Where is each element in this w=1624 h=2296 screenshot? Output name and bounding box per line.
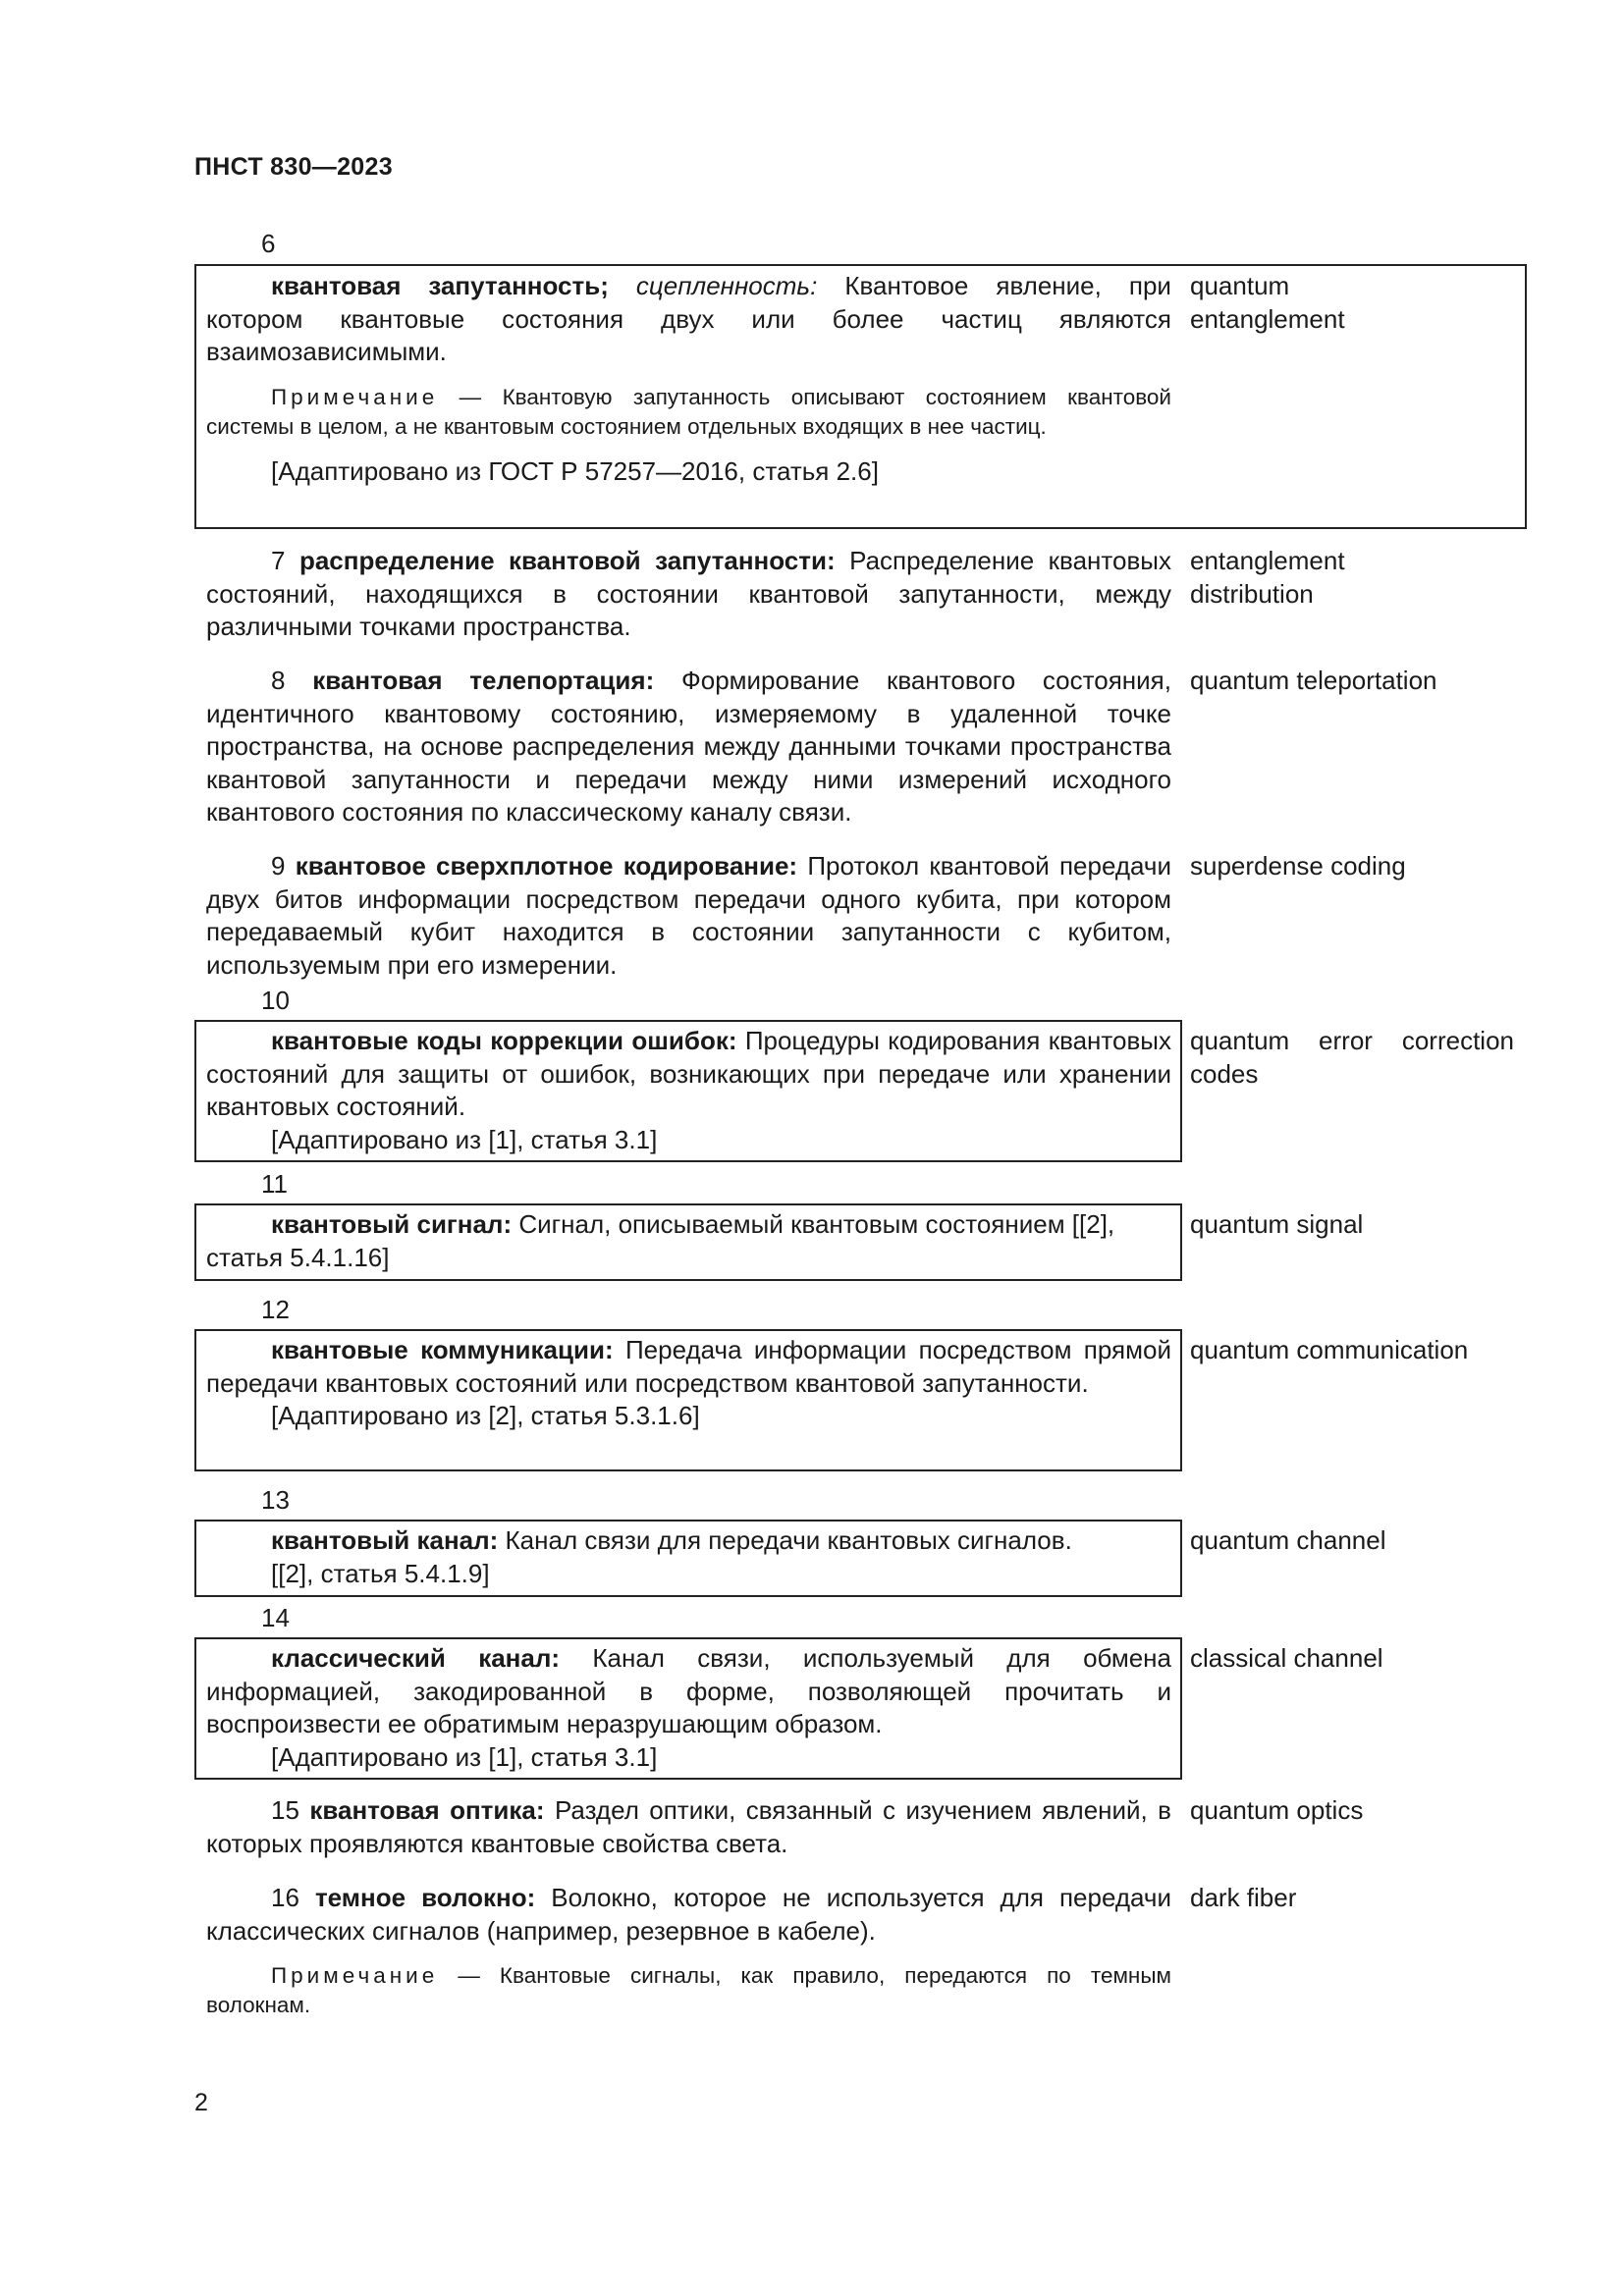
term-english: superdense coding [1190,851,1406,881]
term-name: квантовый канал: [271,1525,499,1555]
term-source: [Адаптировано из [2], статья 5.3.1.6] [271,1401,700,1430]
term-source: [[2], статья 5.4.1.9] [271,1558,490,1588]
term-english: quantum teleportation [1190,666,1437,695]
term-definition: Формирование квантового состояния, идентичного квантовому состоянию, измеряемому в удаленной точке пространства, на основе распределения между данными точками пространства квантовой запутанности и передачи между ними измерений исходного квантового состояния по классическому каналу связи. [206,666,1171,827]
term-number: 12 [261,1295,290,1324]
page-number: 2 [194,2089,208,2116]
term-synonym: сцепленность: [635,271,818,300]
term-number: 7 [271,546,286,575]
term-definition: Раздел оптики, связанный с изучением явлений, в которых проявляются квантовые свойства света. [206,1795,1171,1858]
term-number: 9 [271,851,286,881]
term-name: классический канал: [271,1643,561,1673]
term-name: квантовый сигнал: [271,1209,513,1239]
term-number: 6 [261,229,276,258]
term-entry [206,1882,1171,2020]
term-number: 10 [261,986,290,1015]
term-number: 16 [271,1883,299,1912]
term-entry [206,1642,1171,1774]
note-label: Примечание [271,384,439,409]
term-english: quantum entanglement [1190,271,1345,334]
term-entry [206,545,1171,644]
term-definition: Квантовое явление, при котором квантовые состояния двух или более частиц являются взаимозависимыми. [206,271,1171,366]
term-number: 8 [271,666,286,695]
term-number: 14 [261,1603,290,1632]
term-name: квантовые коды коррекции ошибок: [271,1026,737,1055]
term-english: quantum channel [1190,1525,1386,1555]
term-name: квантовая телепортация: [312,666,655,695]
term-definition: Процедуры кодирования квантовых состояний для защиты от ошибок, возникающих при передаче или хранении квантовых состояний. [206,1026,1171,1121]
term-definition: Протокол квантовой передачи двух битов информации посредством передачи одного кубита, при котором передаваемый кубит находится в состоянии запутанности с кубитом, используемым при его измерении. [206,851,1171,980]
term-name: квантовые коммуникации: [271,1335,614,1364]
term-entry [206,1524,1171,1590]
term-english: quantum error correction codes [1190,1026,1514,1089]
term-english: quantum communication [1190,1335,1469,1364]
term-entry [206,1025,1171,1156]
term-english: quantum optics [1190,1795,1364,1825]
term-name: распределение квантовой запутанности: [298,546,836,575]
note-text: — Квантовую запутанность описывают состоянием квантовой системы в целом, а не квантовым состоянием отдельных входящих в нее частиц. [206,384,1171,439]
term-name: квантовая запутанность; [271,271,609,300]
term-number: 13 [261,1485,290,1515]
term-english: quantum signal [1190,1209,1364,1239]
term-entry [206,850,1171,982]
note-label: Примечание [271,1963,439,1988]
term-source: [Адаптировано из ГОСТ Р 57257—2016, статья 2.6] [271,455,879,486]
term-entry [206,665,1171,829]
term-entry [206,1794,1171,1860]
term-entry [206,1208,1171,1274]
term-definition: Канал связи, используемый для обмена информацией, закодированной в форме, позволяющей прочитать и воспроизвести ее обратимым неразрушающим образом. [206,1643,1171,1738]
document-id-header: ПНСТ 830—2023 [194,153,393,181]
term-definition: Волокно, которое не используется для передачи классических сигналов (например, резервное в кабеле). [206,1883,1171,1946]
term-english: dark fiber [1190,1883,1297,1912]
term-definition: Канал связи для передачи квантовых сигналов. [505,1525,1072,1555]
term-definition: Распределение квантовых состояний, находящихся в состоянии квантовой запутанности, между различными точками пространства. [206,546,1171,641]
term-definition: Сигнал, описываемый квантовым состоянием [[2], статья 5.4.1.16] [206,1209,1115,1272]
term-entry [206,1334,1171,1433]
term-name: квантовое сверхплотное кодирование: [295,851,798,881]
term-definition: Передача информации посредством прямой передачи квантовых состояний или посредством квантовой запутанности. [206,1335,1171,1398]
note-text: — Квантовые сигналы, как правило, передаются по темным волокнам. [206,1963,1171,2017]
term-source: [Адаптировано из [1], статья 3.1] [271,1124,658,1154]
term-number: 15 [271,1795,299,1825]
term-english: classical channel [1190,1643,1383,1673]
term-entry [206,270,1171,488]
term-name: темное волокно: [314,1883,536,1912]
term-name: квантовая оптика: [309,1795,545,1825]
term-source: [Адаптировано из [1], статья 3.1] [271,1741,658,1772]
term-english: entanglement distribution [1190,546,1345,609]
term-number: 11 [261,1169,288,1199]
